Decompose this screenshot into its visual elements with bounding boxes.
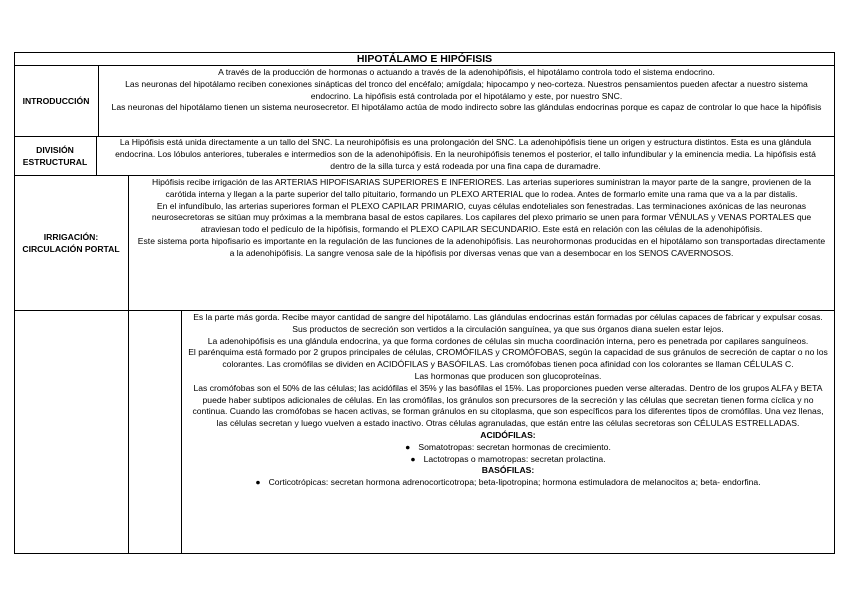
irrigacion-paragraph: Este sistema porta hipofisario es importante en la regulación de las funciones de la adenohipófisis. Las neurohormonas producidas en el hipotálamo son transportadas directamente a la adenohipófisis. La sangre venosa sale de la hipófisis por diversas venas que van a desembocar en los SENOS CAVERNOSOS. <box>137 235 826 258</box>
label-irrigacion-line1: IRRIGACIÓN: <box>43 232 99 242</box>
label-introduccion <box>14 66 98 136</box>
column-divider <box>96 136 97 175</box>
bullet-icon: ● <box>410 453 416 464</box>
division-paragraph: La Hipófisis está unida directamente a un tallo del SNC. La neurohipófisis es una prolongación del SNC. La adenohipófisis tiene un origen y estructura distintos. Esta es una glándula endocrina. Los lóbulos anteriores, tuberales e intermedios son de la adenohipófisis. En la neurohipófisis tenemos el posterior, el tallo infundibular y la eminencia media. La hipófisis está dentro de la silla turca y está rodeada por una fina capa de duramadre. <box>115 137 816 171</box>
row-divider <box>14 65 835 66</box>
label-irrigacion <box>14 176 128 310</box>
content-irrigacion <box>130 177 833 310</box>
adeno-paragraph: El parénquima está formado por 2 grupos principales de células, CROMÓFILAS y CROMÓFOBAS, según la capacidad de sus gránulos de secreción de captar o no los colorantes. Las cromófilas se dividen en ACIDÓFILAS y BASÓFILAS. Las cromófobas tienen poca afinidad con los colorantes se llaman CÉLULAS C. <box>188 347 828 370</box>
column-divider <box>181 310 182 554</box>
acidofilas-heading: ACIDÓFILAS: <box>480 429 536 440</box>
basofilas-item <box>186 477 830 489</box>
acidofilas-item <box>186 454 830 466</box>
bullet-icon: ● <box>405 441 411 452</box>
irrigacion-paragraph: En el infundíbulo, las arterias superiores forman el PLEXO CAPILAR PRIMARIO, cuyas células endoteliales son fenestradas. Las terminaciones axónicas de las neuronas neurosecretoras se sitúan muy próximas a la membrana basal de estos capilares. Los capilares del plexo primario se unen para formar VÉNULAS y VENAS PORTALES que atraviesan todo el pedículo de la hipófisis, formando el PLEXO CAPILAR SECUNDARIO. Este está en relación con las células de la adenohipófisis. <box>151 200 812 235</box>
label-division-line2: ESTRUCTURAL <box>22 157 88 167</box>
irrigacion-paragraph: Hipófisis recibe irrigación de las ARTERIAS HIPOFISARIAS SUPERIORES E INFERIORES. Las arterias superiores suministran la mayor parte de la sangre, provienen de la carótida interna y llegan a la parte superior del tallo pituitario, formando un PLEXO ARTERIAL que lo rodea. Antes de formarlo emite una rama que va a la par distalis. <box>152 177 811 199</box>
adeno-paragraph: La adenohipófisis es una glándula endocrina, ya que forma cordones de células sin mucha coordinación interna, pero es penetrada por capilares sanguíneos. <box>207 335 809 346</box>
acidofilas-item-text: Lactotropas o mamotropas: secretan prolactina. <box>423 453 606 464</box>
document-title: HIPOTÁLAMO E HIPÓFISIS <box>356 53 493 65</box>
content-division <box>98 137 833 175</box>
row-divider <box>14 175 835 176</box>
empty-subcolumn-cell <box>129 311 181 554</box>
column-divider <box>98 65 99 136</box>
label-division-line1: DIVISIÓN <box>36 145 74 155</box>
empty-label-cell <box>14 311 128 554</box>
label-irrigacion-line2: CIRCULACIÓN PORTAL <box>22 244 120 254</box>
adeno-paragraph: Es la parte más gorda. Recibe mayor cantidad de sangre del hipotálamo. Las glándulas endocrinas están formadas por células capaces de fabricar y expulsar cosas. Sus productos de secreción son vertidos a la circulación sanguínea, ya que sus órganos diana suelen estar lejos. <box>193 312 823 334</box>
label-division-estructural <box>14 137 96 175</box>
content-adenohipofisis <box>183 312 833 554</box>
basofilas-item-text: Corticotrópicas: secretan hormona adrenocorticotropa; beta-lipotropina; hormona estimuladora de melanocitos a; beta- endorfina. <box>268 477 761 488</box>
basofilas-heading: BASÓFILAS: <box>481 465 535 476</box>
acidofilas-item-text: Somatotropas: secretan hormonas de crecimiento. <box>418 441 611 452</box>
bullet-icon: ● <box>255 477 261 488</box>
adeno-paragraph: Las cromófobas son el 50% de las células; las acidófilas el 35% y las basófilas el 15%. Las proporciones pueden verse alteradas. Dentro de los grupos ALFA y BETA puede haber subtipos adicionales de células. En las cromófilas, los gránulos son precursores de la secreción y las células que secretan tienen forma cíclica y no continua. Cuando las cromófobas se hacen activas, se forman gránulos en su citoplasma, que son específicos para los diferentes tipos de cromófilas. Una vez llenas, las células secretan y luego vuelven a estado inactivo. Otras células agranuladas, que están entre las células secretoras son CÉLULAS ESTRELLADAS. <box>192 382 824 429</box>
adeno-paragraph: Las hormonas que producen son glucoproteínas. <box>414 370 602 381</box>
label-introduccion-text: INTRODUCCIÓN <box>22 96 90 106</box>
introduccion-paragraph: Las neuronas del hipotálamo reciben conexiones sinápticas del tronco del encéfalo; amígdala; hipocampo y neo-corteza. Nuestros pensamientos pueden afectar a nuestro sistema endocrino. La hipófisis está controlada por el hipotálamo y este, por nuestro SNC. <box>125 78 808 101</box>
introduccion-paragraph: A través de la producción de hormonas o actuando a través de la adenohipófisis, el hipotálamo controla todo el sistema endocrino. <box>218 67 715 77</box>
content-introduccion <box>100 67 833 136</box>
acidofilas-item <box>186 442 830 454</box>
introduccion-paragraph: Las neuronas del hipotálamo tienen un sistema neurosecretor. El hipotálamo actúa de modo indirecto sobre las glándulas endocrinas porque es capaz de controlar lo que hace la hipófisis <box>111 102 822 113</box>
